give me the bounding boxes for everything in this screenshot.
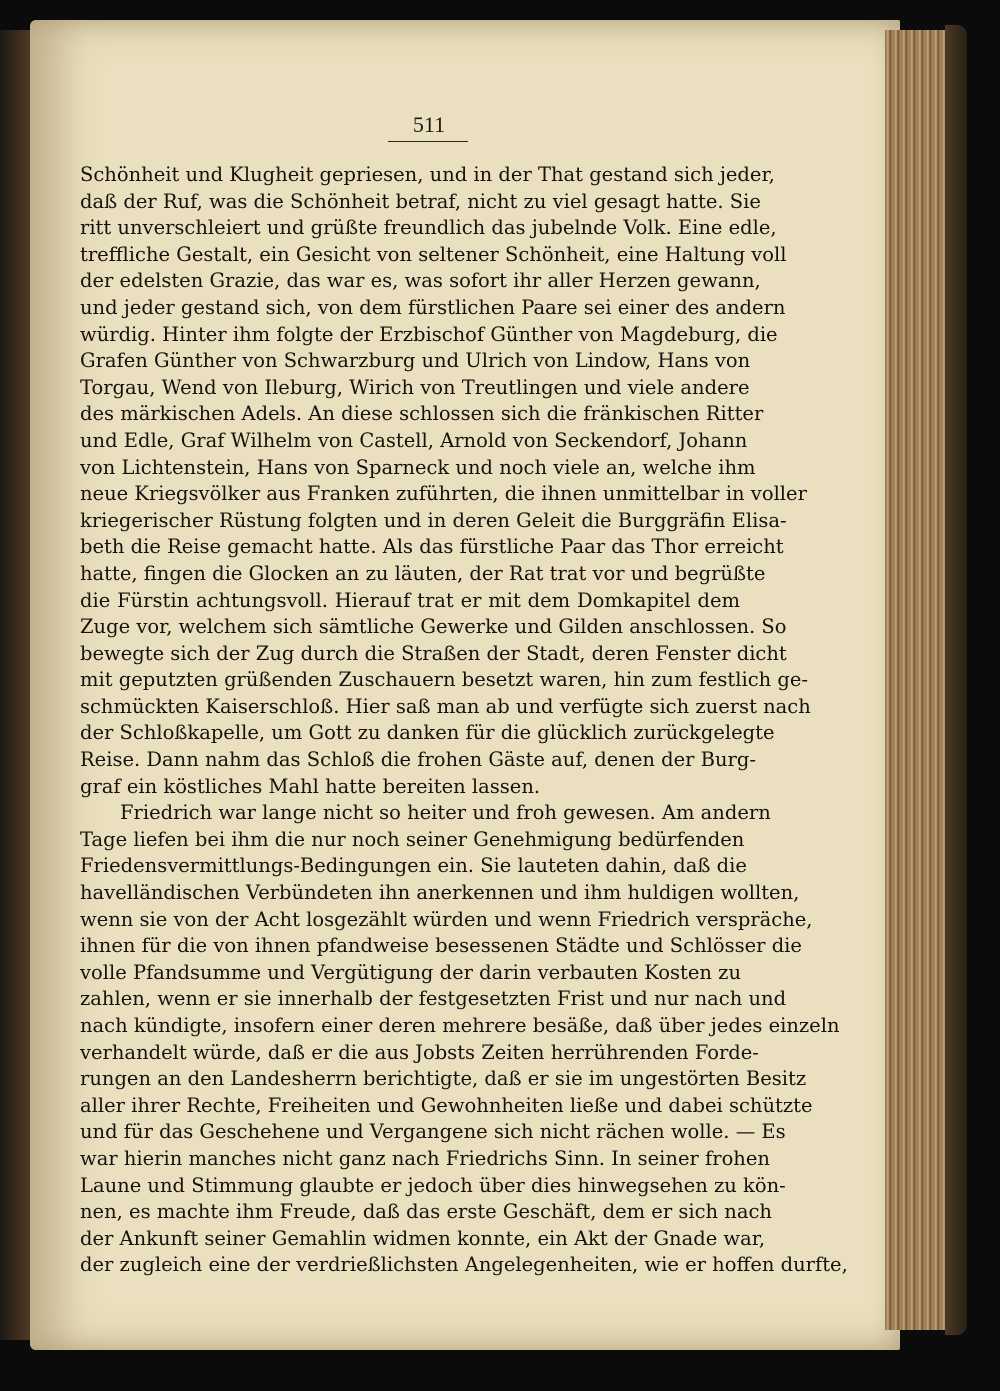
- text-line: Zuge vor, welchem sich sämtliche Gewerke und Gilden anschlossen. So: [80, 615, 787, 639]
- text-line: nach kündigte, insofern einer deren mehrere besäße, daß über jedes einzeln: [80, 1014, 840, 1037]
- text-line: beth die Reise gemacht hatte. Als das fürstliche Paar das Thor erreicht: [80, 535, 784, 559]
- text-line: Tage liefen bei ihm die nur noch seiner Genehmigung bedürfenden: [80, 827, 745, 851]
- text-line: aller ihrer Rechte, Freiheiten und Gewohnheiten ließe und dabei schützte: [80, 1093, 813, 1117]
- text-line: volle Pfandsumme und Vergütigung der darin verbauten Kosten zu: [80, 960, 742, 984]
- book-cover-edge: [945, 25, 967, 1335]
- text-line: bewegte sich der Zug durch die Straßen der Stadt, deren Fenster dicht: [80, 641, 787, 665]
- text-line: der zugleich eine der verdrießlichsten Angelegenheiten, wie er hoffen durfte,: [80, 1253, 848, 1277]
- text-line: hatte, fingen die Glocken an zu läuten, der Rat trat vor und begrüßte: [80, 561, 766, 585]
- text-line: von Lichtenstein, Hans von Sparneck und noch viele an, welche ihm: [80, 455, 756, 479]
- text-line: ihnen für die von ihnen pfandweise besessenen Städte und Schlösser die: [80, 934, 802, 958]
- text-line: Schönheit und Klugheit gepriesen, und in der That gestand sich jeder,: [80, 163, 775, 186]
- text-line: Friedrich war lange nicht so heiter und froh gewesen. Am andern: [120, 801, 771, 825]
- text-line: havelländischen Verbündeten ihn anerkennen und ihm huldigen wollten,: [80, 881, 800, 905]
- text-line: treffliche Gestalt, ein Gesicht von seltener Schönheit, eine Haltung voll: [80, 242, 787, 266]
- text-line: des märkischen Adels. An diese schlossen sich die fränkischen Ritter: [80, 402, 764, 426]
- text-line: der Ankunft seiner Gemahlin widmen konnte, ein Akt der Gnade war,: [80, 1226, 766, 1250]
- text-line: würdig. Hinter ihm folgte der Erzbischof Günther von Magdeburg, die: [80, 322, 778, 346]
- page-number-rule: [388, 141, 468, 142]
- body-text: [80, 162, 848, 1279]
- text-line: der edelsten Grazie, das war es, was sofort ihr aller Herzen gewann,: [80, 269, 761, 293]
- text-line: graf ein köstliches Mahl hatte bereiten lassen.: [80, 774, 541, 798]
- text-line: neue Kriegsvölker aus Franken zuführten, die ihnen unmittelbar in voller: [80, 482, 807, 506]
- text-line: war hierin manches nicht ganz nach Friedrichs Sinn. In seiner frohen: [80, 1146, 770, 1170]
- text-line: die Fürstin achtungsvoll. Hierauf trat er mit dem Domkapitel dem: [80, 588, 740, 612]
- text-line: nen, es machte ihm Freude, daß das erste Geschäft, dem er sich nach: [80, 1200, 772, 1224]
- text-line: verhandelt würde, daß er die aus Jobsts Zeiten herrührenden Forde-: [80, 1040, 759, 1064]
- text-line: schmückten Kaiserschloß. Hier saß man ab und verfügte sich zuerst nach: [80, 694, 811, 718]
- text-line: Grafen Günther von Schwarzburg und Ulrich von Lindow, Hans von: [80, 349, 751, 373]
- text-line: Laune und Stimmung glaubte er jedoch über dies hinwegsehen zu kön-: [80, 1173, 786, 1197]
- text-line: zahlen, wenn er sie innerhalb der festgesetzten Frist und nur nach und: [80, 987, 787, 1011]
- text-line: und Edle, Graf Wilhelm von Castell, Arnold von Seckendorf, Johann: [80, 428, 748, 452]
- text-line: daß der Ruf, was die Schönheit betraf, nicht zu viel gesagt hatte. Sie: [80, 189, 761, 213]
- text-line: und jeder gestand sich, von dem fürstlichen Paare sei einer des andern: [80, 295, 786, 319]
- text-line: wenn sie von der Acht losgezählt würden und wenn Friedrich verspräche,: [80, 907, 813, 931]
- page-number: 511: [412, 112, 446, 137]
- text-line: der Schloßkapelle, um Gott zu danken für die glücklich zurückgelegte: [80, 721, 775, 745]
- text-line: und für das Geschehene und Vergangene sich nicht rächen wolle. — Es: [80, 1120, 786, 1144]
- text-line: rungen an den Landesherrn berichtigte, daß er sie im ungestörten Besitz: [80, 1067, 807, 1091]
- text-line: Torgau, Wend von Ileburg, Wirich von Treutlingen und viele andere: [80, 375, 750, 399]
- text-line: Reise. Dann nahm das Schloß die frohen Gäste auf, denen der Burg-: [80, 748, 756, 772]
- text-line: mit geputzten grüßenden Zuschauern besetzt waren, hin zum festlich ge-: [80, 668, 809, 692]
- text-line: kriegerischer Rüstung folgten und in deren Geleit die Burggräfin Elisa-: [80, 508, 787, 532]
- text-line: ritt unverschleiert und grüßte freundlich das jubelnde Volk. Eine edle,: [80, 216, 777, 240]
- text-line: Friedensvermittlungs-Bedingungen ein. Sie lauteten dahin, daß die: [80, 854, 747, 878]
